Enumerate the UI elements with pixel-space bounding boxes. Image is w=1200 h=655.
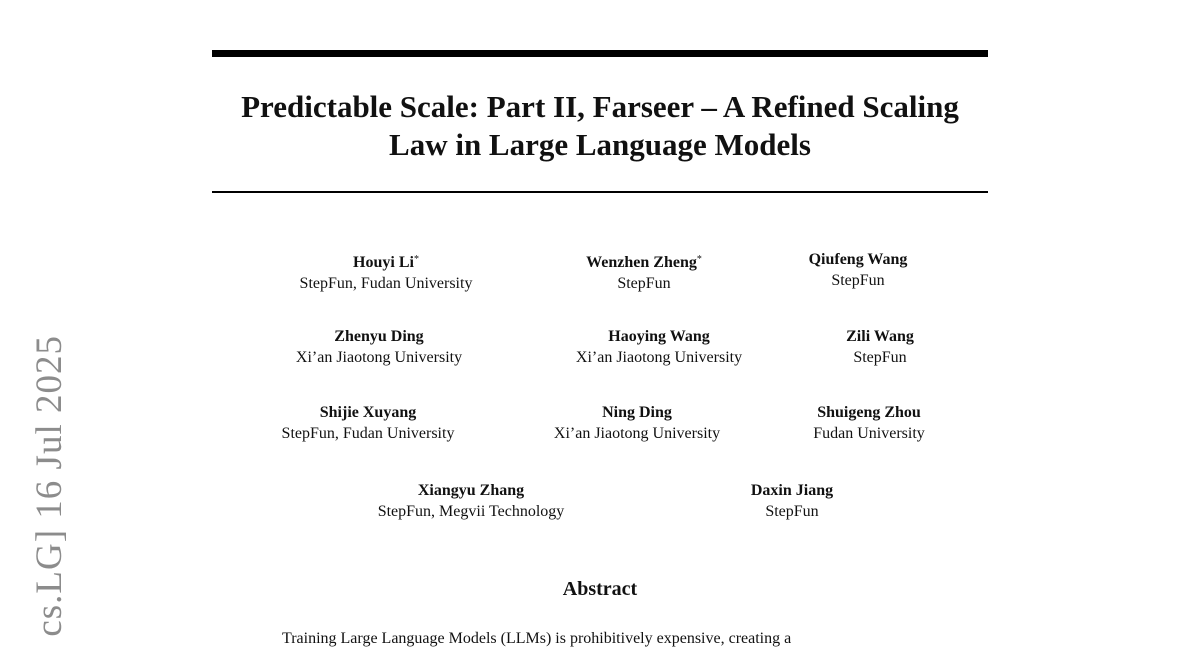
abstract-heading: Abstract [562, 578, 638, 600]
author-block [576, 326, 742, 368]
author-name: Houyi Li [353, 254, 414, 271]
author-affiliation: StepFun, Fudan University [281, 425, 455, 442]
bottom-rule [212, 191, 988, 193]
author-affiliation: Fudan University [813, 425, 925, 442]
author-affiliation: Xi’an Jiaotong University [295, 349, 463, 366]
title-line-2: Law in Large Language Models [389, 127, 811, 162]
author-block [751, 480, 833, 522]
equal-contribution-mark: * [413, 254, 419, 265]
author-name: Qiufeng Wang [808, 251, 908, 268]
author-name: Shijie Xuyang [319, 404, 417, 421]
author-block [296, 326, 462, 368]
author-name: Shuigeng Zhou [817, 404, 921, 421]
author-affiliation: StepFun, Megvii Technology [377, 503, 565, 520]
arxiv-stamp-text: cs.LG] 16 Jul 2025 [29, 335, 70, 637]
author-affiliation: StepFun [617, 275, 671, 292]
author-block [282, 402, 455, 444]
author-name: Wenzhen Zheng [586, 254, 697, 271]
author-block [586, 249, 702, 294]
title-line-1: Predictable Scale: Part II, Farseer – A Refined Scaling [241, 89, 959, 124]
author-name: Zhenyu Ding [334, 328, 424, 345]
paper-title [212, 88, 988, 164]
author-name: Haoying Wang [608, 328, 710, 345]
equal-contribution-mark: * [696, 254, 702, 265]
author-block [554, 402, 720, 444]
author-name: Xiangyu Zhang [417, 482, 525, 499]
author-affiliation: StepFun [831, 272, 885, 289]
top-rule [212, 50, 988, 57]
author-block [300, 249, 473, 294]
author-affiliation: StepFun [853, 349, 907, 366]
author-affiliation: StepFun, Fudan University [299, 275, 473, 292]
abstract-text: Training Large Language Models (LLMs) is prohibitively expensive, creating a [282, 630, 792, 647]
author-affiliation: StepFun [765, 503, 819, 520]
author-affiliation: Xi’an Jiaotong University [553, 425, 721, 442]
author-block [809, 249, 908, 291]
author-name: Daxin Jiang [750, 482, 834, 499]
author-name: Ning Ding [602, 404, 672, 421]
author-name: Zili Wang [846, 328, 914, 345]
author-block [813, 402, 925, 444]
arxiv-side-stamp [20, 335, 80, 655]
author-block [378, 480, 565, 522]
author-affiliation: Xi’an Jiaotong University [575, 349, 743, 366]
author-block [846, 326, 914, 368]
